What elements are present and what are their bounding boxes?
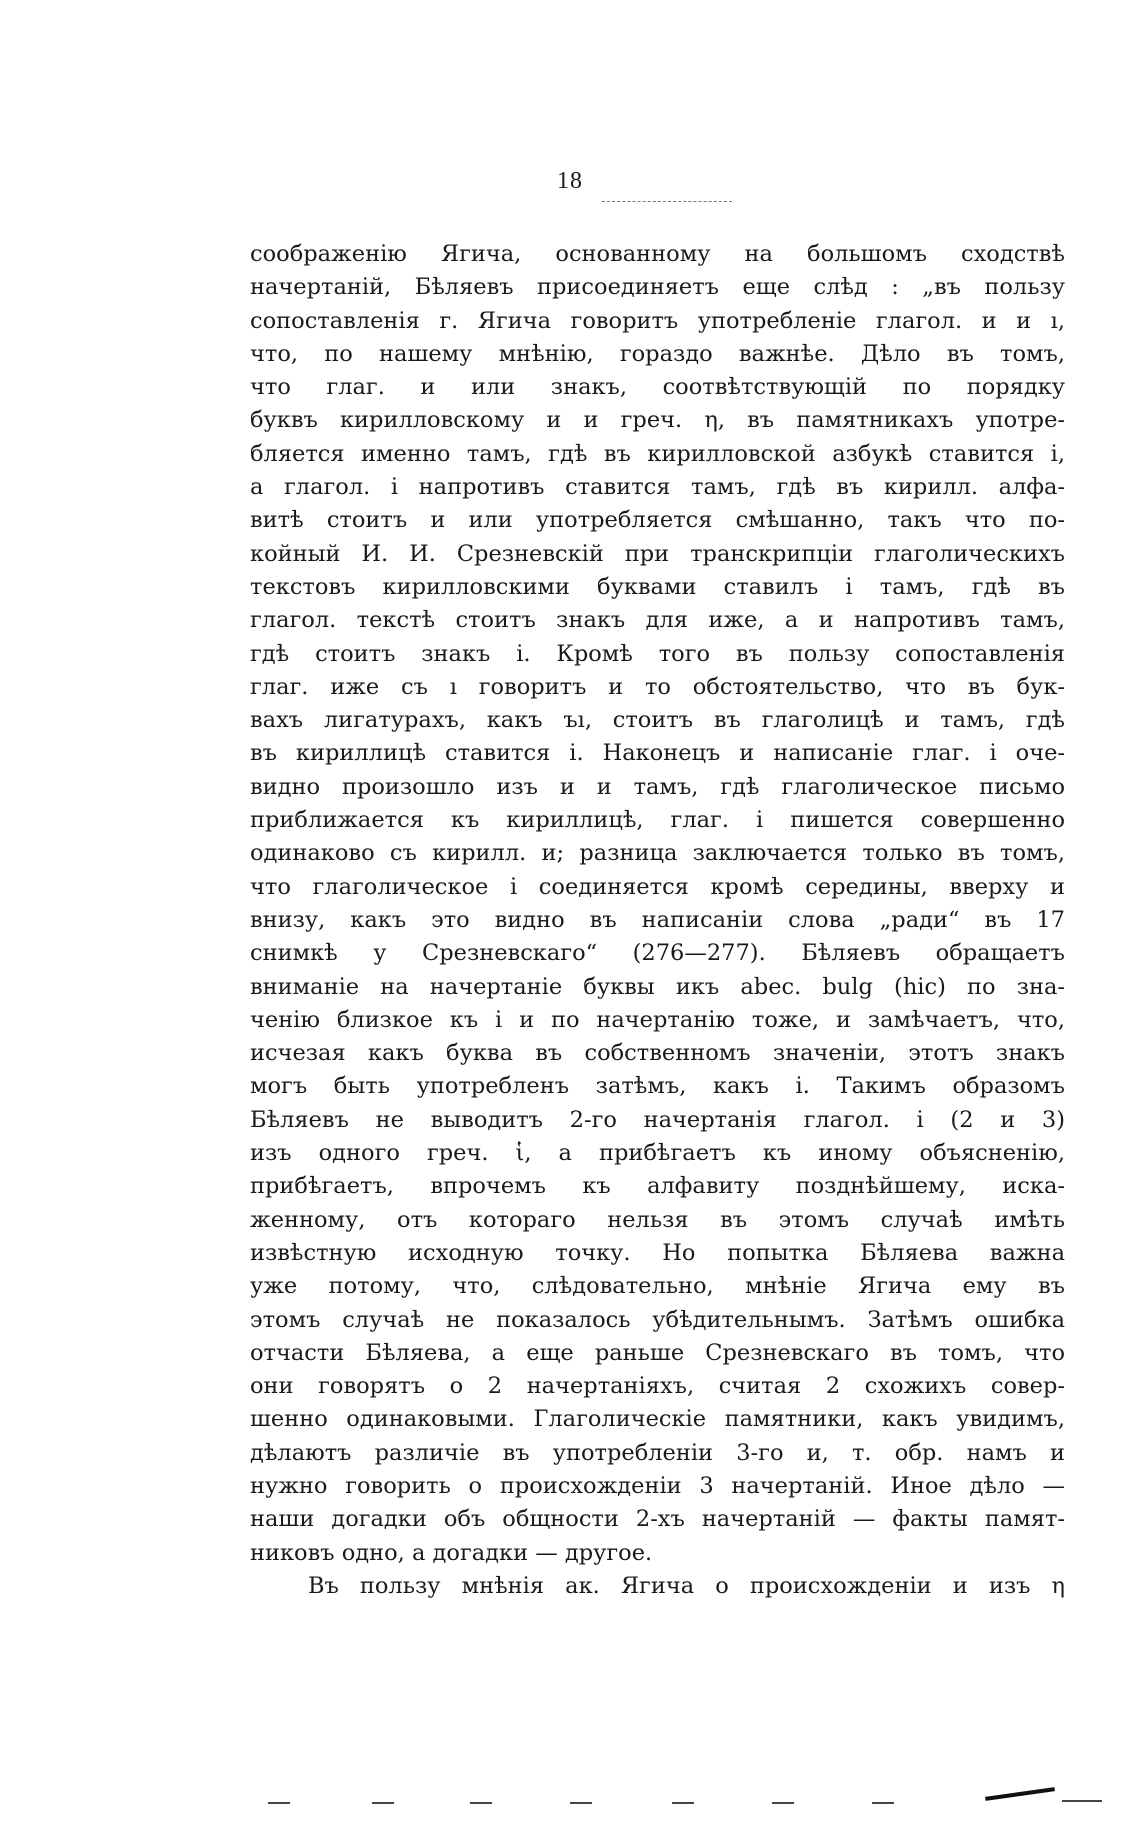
text-line: буквъ кирилловскому и и греч. η, въ памятникахъ употре-: [250, 407, 1065, 434]
text-line: койный И. И. Срезневскій при транскрипціи глаголическихъ: [250, 540, 1065, 567]
scan-mark: [985, 1787, 1055, 1801]
text-line: дѣлаютъ различіе въ употребленіи 3-го и, т. обр. намъ и: [250, 1439, 1065, 1466]
scan-mark: [1062, 1800, 1102, 1802]
scan-mark: [470, 1802, 492, 1804]
text-line: въ кириллицѣ ставится і. Наконецъ и написаніе глаг. і оче-: [250, 740, 1065, 767]
text-line: внизу, какъ это видно въ написаніи слова „ради“ въ 17: [250, 906, 1065, 933]
text-line: отчасти Бѣляева, а еще раньше Срезневскаго въ томъ, что: [250, 1339, 1065, 1366]
text-line: нужно говорить о происхожденіи 3 начертаній. Иное дѣло —: [250, 1472, 1065, 1499]
text-line: сопоставленія г. Ягича говоритъ употребленіе глагол. и и ı,: [250, 307, 1065, 334]
text-line: витѣ стоитъ и или употребляется смѣшанно, такъ что по-: [250, 507, 1065, 534]
text-line: глагол. текстѣ стоитъ знакъ для иже, а и напротивъ тамъ,: [250, 607, 1065, 634]
scan-mark: [872, 1802, 894, 1804]
text-line: снимкѣ у Срезневскаго“ (276—277). Бѣляевъ обращаетъ: [250, 940, 1065, 967]
text-line: что глаголическое і соединяется кромѣ середины, вверху и: [250, 873, 1065, 900]
text-line: женному, отъ котораго нельзя въ этомъ случаѣ имѣть: [250, 1206, 1065, 1233]
text-line: видно произошло изъ и и тамъ, гдѣ глаголическое письмо: [250, 773, 1065, 800]
scan-mark: [570, 1802, 592, 1804]
text-line: шенно одинаковыми. Глаголическіе памятники, какъ увидимъ,: [250, 1406, 1065, 1433]
text-line: начертаній, Бѣляевъ присоединяетъ еще слѣд : „въ пользу: [250, 274, 1065, 301]
text-line: изъ одного греч. ἱ, а прибѣгаетъ къ иному объясненію,: [250, 1140, 1065, 1167]
text-line: вниманіе на начертаніе буквы икъ abec. bulg (hic) по зна-: [250, 973, 1065, 1000]
text-line: бляется именно тамъ, гдѣ въ кирилловской азбукѣ ставится і,: [250, 440, 1065, 467]
text-line: гдѣ стоитъ знакъ і. Кромѣ того въ пользу сопоставленія: [250, 640, 1065, 667]
text-line: этомъ случаѣ не показалось убѣдительнымъ. Затѣмъ ошибка: [250, 1306, 1065, 1333]
text-line: исчезая какъ буква въ собственномъ значеніи, этотъ знакъ: [250, 1040, 1065, 1067]
scan-mark: [772, 1802, 794, 1804]
text-line: извѣстную исходную точку. Но попытка Бѣляева важна: [250, 1239, 1065, 1266]
text-line: приближается къ кириллицѣ, глаг. і пишется совершенно: [250, 807, 1065, 834]
text-line: Бѣляевъ не выводитъ 2-го начертанія глагол. і (2 и 3): [250, 1106, 1065, 1133]
scan-mark: [672, 1802, 694, 1804]
text-line: вахъ лигатурахъ, какъ ъı, стоитъ въ глаголицѣ и тамъ, гдѣ: [250, 707, 1065, 734]
scan-mark: [372, 1802, 394, 1804]
text-line: глаг. иже съ ı говоритъ и то обстоятельство, что въ бук-: [250, 673, 1065, 700]
text-line: ченію близкое къ і и по начертанію тоже, и замѣчаетъ, что,: [250, 1006, 1065, 1033]
scan-mark: [268, 1802, 290, 1804]
paragraph-start-line: Въ пользу мнѣнія ак. Ягича о происхожденіи и изъ η: [308, 1572, 1065, 1599]
text-line: соображенію Ягича, основанному на большомъ сходствѣ: [250, 241, 1065, 267]
text-line: текстовъ кирилловскими буквами ставилъ і тамъ, гдѣ въ: [250, 573, 1065, 600]
text-line: что глаг. и или знакъ, соотвѣтствующій по порядку: [250, 374, 1065, 401]
text-line: прибѣгаетъ, впрочемъ къ алфавиту позднѣйшему, иска-: [250, 1173, 1065, 1200]
text-line: а глагол. і напротивъ ставится тамъ, гдѣ въ кирилл. алфа-: [250, 474, 1065, 501]
page-number-rule: [602, 201, 732, 202]
scan-edge-marks: [0, 1788, 1140, 1818]
text-line: что, по нашему мнѣнію, гораздо важнѣе. Дѣло въ томъ,: [250, 340, 1065, 367]
text-line: они говорятъ о 2 начертаніяхъ, считая 2 схожихъ совер-: [250, 1373, 1065, 1400]
body-text: [250, 238, 1065, 1603]
page-number: 18: [557, 168, 583, 194]
text-line: наши догадки объ общности 2-хъ начертаній — факты памят-: [250, 1506, 1065, 1533]
paragraph-end-line: никовъ одно, а догадки — другое.: [250, 1539, 653, 1566]
text-line: могъ быть употребленъ затѣмъ, какъ і. Такимъ образомъ: [250, 1073, 1065, 1100]
text-line: уже потому, что, слѣдовательно, мнѣніе Ягича ему въ: [250, 1273, 1065, 1300]
text-line: одинаково съ кирилл. и; разница заключается только въ томъ,: [250, 840, 1065, 867]
